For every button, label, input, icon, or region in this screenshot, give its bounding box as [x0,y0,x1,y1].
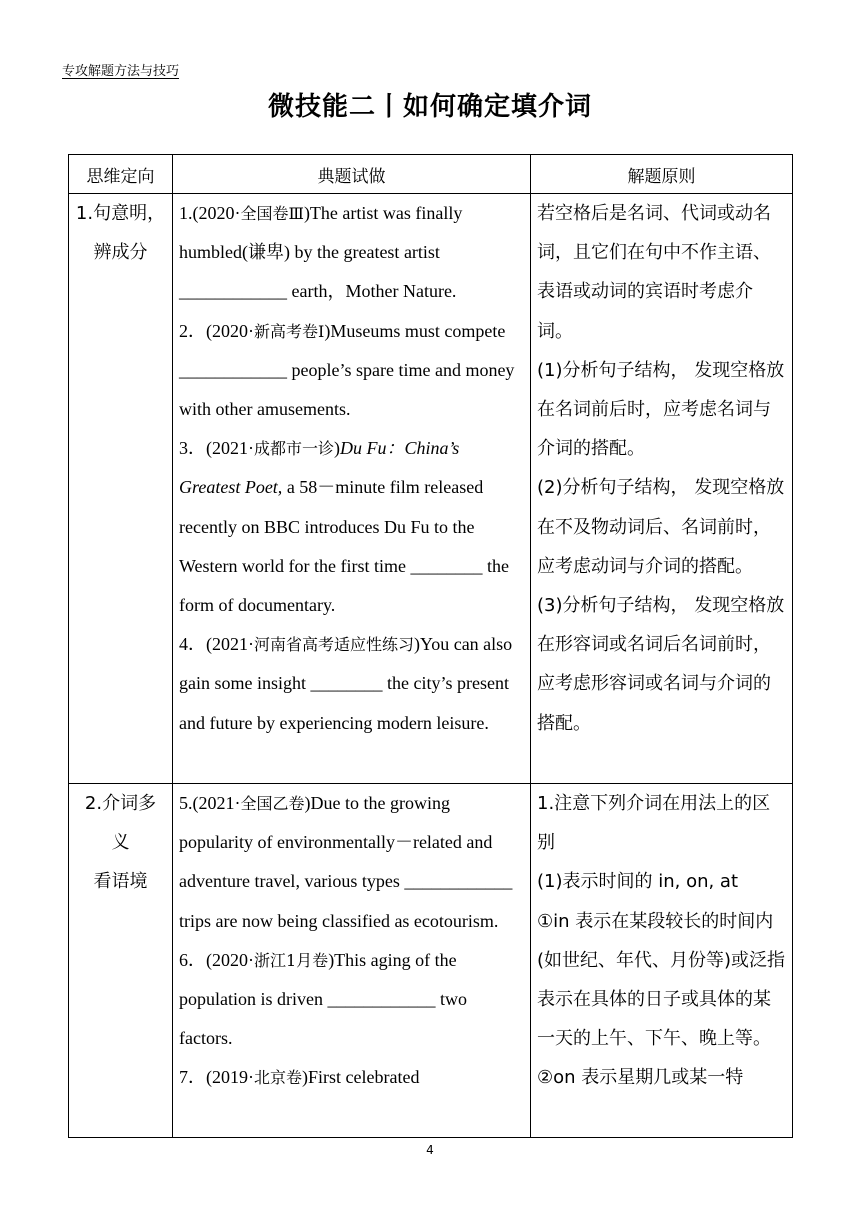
example-item: 1.(2020·全国卷Ⅲ)The artist was finally humbled(谦卑) by the greatest artist ____________ earth，Mother Nature. [179,203,463,302]
principle-item: 若空格后是名词、代词或动名词，且它们在句中不作主语、表语或动词的宾语时考虑介词。 [537,203,771,342]
example-item: 7．(2019·北京卷)First celebrated [179,1067,420,1088]
principle-item: (3)分析句子结构， 发现空格放在形容词或名词后名词前时，应考虑形容词或名词与介词的搭配。 [537,595,785,734]
example-item: 6．(2020·浙江1月卷)This aging of the population is driven ____________ two factors. [179,949,467,1049]
principle-item: ①in 表示在某段较长的时间内(如世纪、年代、月份等)或泛指表示在具体的日子或具体的某一天的上午、下午、晚上等。 [537,910,786,1050]
example-item: 2．(2020·新高考卷Ⅰ)Museums must compete ____________ people’s spare time and money with other amusements. [179,320,515,420]
direction-line: 义 [111,832,130,853]
example-item: 4．(2021·河南省高考适应性练习)You can also gain some insight ________ the city’s present and future by experiencing modern leisure. [179,634,513,733]
examples-cell [173,784,531,1138]
example-item: 3．(2021·成都市一诊)Du Fu：China’s Greatest Poet, a 58－minute film released recently on BBC introduces Du Fu to the Western world for the first time ________ the form of documentary. [179,438,509,616]
principle-item: (1)分析句子结构， 发现空格放在名词前后时，应考虑名词与介词的搭配。 [537,359,785,460]
principles-cell [531,784,793,1138]
header-examples: 典题试做 [173,155,531,194]
page-title: 微技能二丨如何确定填介词 [267,92,592,122]
table-row [69,194,793,784]
header-principles: 解题原则 [531,155,793,194]
header-label: 专攻解题方法与技巧 [62,64,180,79]
examples-cell [173,194,531,784]
principle-item: (1)表示时间的 in, on, at [537,871,739,893]
direction-cell [69,784,173,1138]
header-direction: 思维定向 [69,155,173,194]
direction-line: 辨成分 [93,242,148,263]
principle-item: (2)分析句子结构， 发现空格放在不及物动词后、名词前时，应考虑动词与介词的搭配。 [537,477,785,577]
direction-line: 1.句意明， [75,203,166,224]
direction-line: 2.介词多 [84,793,157,814]
example-item: 5.(2021·全国乙卷)Due to the growing popularity of environmentally－related and adventure travel, various types ____________ trips are now being classified as ecotourism. [179,793,513,931]
table-row [69,784,793,1138]
direction-cell [69,194,173,784]
table-header-row [69,155,793,194]
principle-item: 1.注意下列介词在用法上的区别 [537,793,771,854]
principles-cell [531,194,793,784]
direction-line: 看语境 [93,871,148,892]
page-number: 4 [426,1143,434,1157]
method-table [68,154,793,1138]
principle-item: ②on 表示星期几或某一特 [537,1067,744,1089]
